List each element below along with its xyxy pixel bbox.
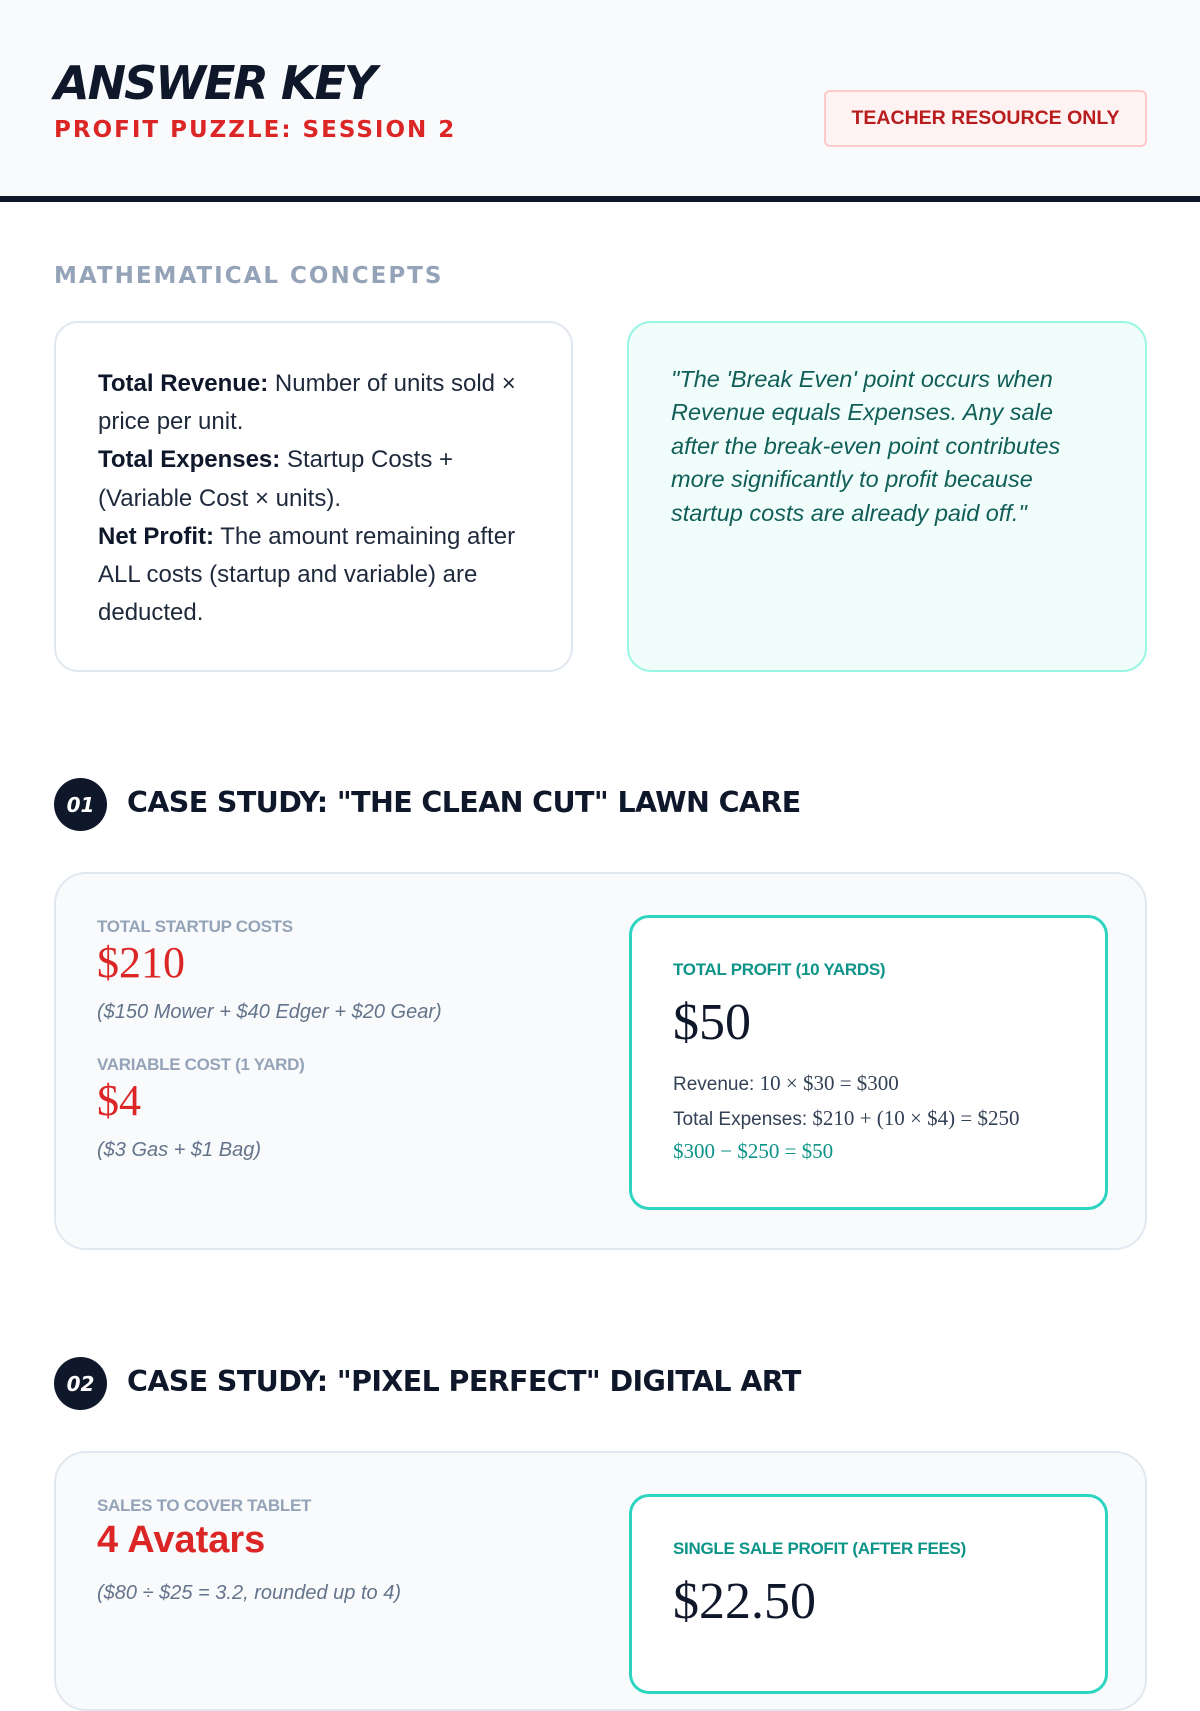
concept-definition: The amount remaining after ALL costs (startup and variable) are deducted. <box>98 522 516 627</box>
startup-cost-note: ($150 Mower + $40 Edger + $20 Gear) <box>97 1001 442 1023</box>
case-title: CASE STUDY: "PIXEL PERFECT" DIGITAL ART <box>127 1365 801 1398</box>
concepts-section-label: MATHEMATICAL CONCEPTS <box>54 263 444 289</box>
concept-item-expenses <box>98 441 531 517</box>
sales-to-cover-value: 4 Avatars <box>97 1519 266 1561</box>
revenue-calculation <box>673 1071 899 1096</box>
total-profit-box <box>629 915 1108 1210</box>
sales-to-cover-note: ($80 ÷ $25 = 3.2, rounded up to 4) <box>97 1582 401 1604</box>
variable-cost-note: ($3 Gas + $1 Bag) <box>97 1139 261 1161</box>
page-title: ANSWER KEY <box>54 56 376 110</box>
teacher-resource-badge: TEACHER RESOURCE ONLY <box>824 90 1147 147</box>
case-number-badge: 02 <box>54 1357 107 1410</box>
case-number-badge: 01 <box>54 778 107 831</box>
concept-item-net-profit <box>98 518 531 633</box>
revenue-math: 10 × $30 = $300 <box>759 1071 899 1095</box>
concept-definition: Number of units sold × price per unit. <box>98 370 516 436</box>
concepts-card <box>54 321 573 672</box>
expenses-calculation <box>673 1106 1019 1131</box>
page-header <box>0 0 1200 202</box>
expenses-prefix: Total Expenses: <box>673 1109 813 1130</box>
revenue-prefix: Revenue: <box>673 1074 760 1095</box>
expenses-math: $210 + (10 × $4) = $250 <box>812 1106 1020 1130</box>
variable-cost-label: VARIABLE COST (1 YARD) <box>97 1055 305 1074</box>
concept-term: Net Profit: <box>98 522 214 550</box>
profit-result-calculation <box>673 1139 833 1164</box>
single-sale-profit-value: $22.50 <box>673 1573 816 1630</box>
case-title: CASE STUDY: "THE CLEAN CUT" LAWN CARE <box>127 786 801 819</box>
case-2-panel <box>54 1451 1147 1711</box>
sales-to-cover-label: SALES TO COVER TABLET <box>97 1496 312 1515</box>
total-profit-label: TOTAL PROFIT (10 YARDS) <box>673 960 886 979</box>
startup-cost-label: TOTAL STARTUP COSTS <box>97 917 293 936</box>
single-sale-profit-box <box>629 1494 1108 1694</box>
total-profit-value: $50 <box>673 994 751 1051</box>
break-even-quote-card <box>627 321 1147 672</box>
startup-cost-value: $210 <box>97 938 185 987</box>
concept-term: Total Expenses: <box>98 446 281 474</box>
concept-term: Total Revenue: <box>98 370 269 397</box>
variable-cost-value: $4 <box>97 1076 141 1125</box>
page-subtitle: PROFIT PUZZLE: SESSION 2 <box>54 117 457 143</box>
concept-item-revenue <box>98 365 531 441</box>
case-1-panel <box>54 872 1147 1250</box>
break-even-quote: "The 'Break Even' point occurs when Revenue equals Expenses. Any sale after the break-even point contributes more significantly to profit because startup costs are already paid off." <box>671 366 1061 526</box>
profit-result-math: $300 − $250 = $50 <box>673 1139 834 1163</box>
concept-definition: Startup Costs + (Variable Cost × units). <box>98 446 454 512</box>
single-sale-profit-label: SINGLE SALE PROFIT (AFTER FEES) <box>673 1539 966 1558</box>
